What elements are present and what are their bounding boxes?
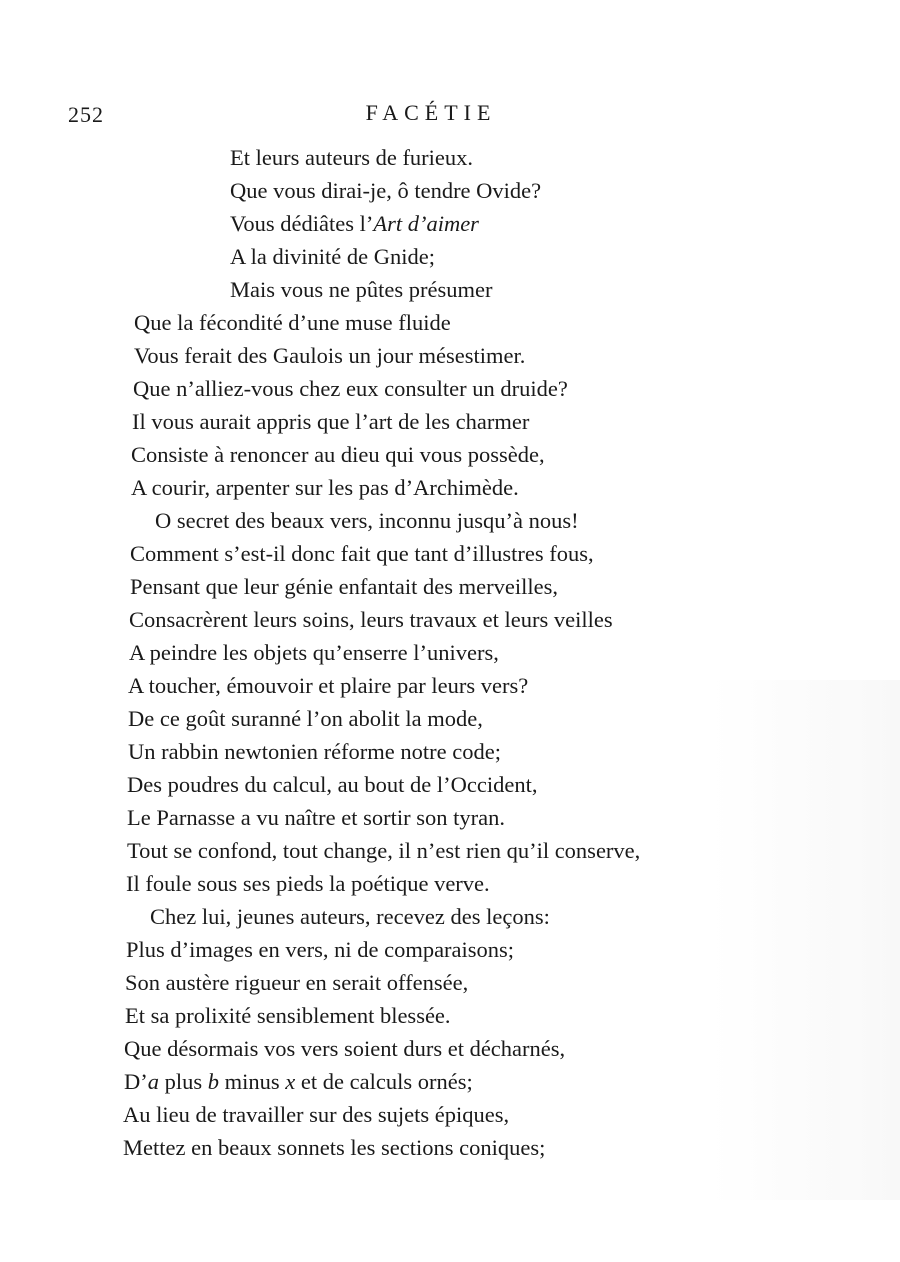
- verse-text: Mais vous ne pûtes présumer: [230, 277, 493, 302]
- verse-text: Que n’alliez-vous chez eux consulter un druide?: [133, 376, 568, 401]
- verse-text: plus: [159, 1069, 208, 1094]
- verse-text: Que la fécondité d’une muse fluide: [134, 310, 451, 335]
- verse-text: Tout se confond, tout change, il n’est rien qu’il conserve,: [127, 838, 641, 863]
- verse-line: [230, 176, 541, 206]
- running-head: FACÉTIE: [365, 100, 497, 125]
- verse-text: Consiste à renoncer au dieu qui vous possède,: [131, 442, 545, 467]
- verse-line: [129, 605, 613, 635]
- italic-text: a: [147, 1069, 159, 1094]
- verse-text: Et leurs auteurs de furieux.: [230, 145, 474, 170]
- verse-text: Consacrèrent leurs soins, leurs travaux et leurs veilles: [129, 607, 613, 632]
- verse-line: [127, 836, 640, 866]
- verse-line: [230, 143, 473, 173]
- verse-line: [127, 803, 505, 833]
- verse-text: Que vous dirai-je, ô tendre Ovide?: [230, 178, 542, 203]
- verse-text: O secret des beaux vers, inconnu jusqu’à nous!: [155, 508, 579, 533]
- verse-line: [133, 374, 568, 404]
- verse-text: Vous dédiâtes l’: [230, 211, 374, 236]
- verse-line: [150, 902, 550, 932]
- verse-line: [155, 506, 579, 536]
- verse-line: [131, 440, 545, 470]
- italic-text: Art d’aimer: [373, 211, 479, 236]
- verse-line: [230, 209, 479, 239]
- verse-line: [128, 737, 501, 767]
- verse-text: et de calculs ornés;: [295, 1069, 473, 1094]
- verse-text: Son austère rigueur en serait offensée,: [125, 970, 469, 995]
- italic-text: b: [207, 1069, 220, 1094]
- show-through-shadow: [710, 680, 900, 1200]
- verse-line: [230, 242, 435, 272]
- verse-text: A toucher, émouvoir et plaire par leurs vers?: [128, 673, 529, 698]
- verse-text: Plus d’images en vers, ni de comparaisons;: [126, 937, 515, 962]
- verse-text: A peindre les objets qu’enserre l’univers,: [129, 640, 499, 665]
- verse-text: minus: [219, 1069, 286, 1094]
- verse-text: Mettez en beaux sonnets les sections coniques;: [123, 1135, 546, 1160]
- verse-line: [123, 1100, 509, 1130]
- verse-line: [126, 935, 514, 965]
- verse-line: [230, 275, 492, 305]
- verse-line: [125, 1001, 451, 1031]
- verse-text: Des poudres du calcul, au bout de l’Occident,: [127, 772, 538, 797]
- verse-text: A la divinité de Gnide;: [230, 244, 435, 269]
- verse-line: [128, 671, 528, 701]
- verse-text: Au lieu de travailler sur des sujets épiques,: [123, 1102, 510, 1127]
- verse-text: Comment s’est-il donc fait que tant d’illustres fous,: [130, 541, 594, 566]
- verse-line: [126, 869, 490, 899]
- italic-text: x: [285, 1069, 296, 1094]
- verse-line: [127, 770, 538, 800]
- verse-line: [129, 638, 499, 668]
- verse-line: [134, 341, 525, 371]
- verse-line: [131, 473, 519, 503]
- verse-line: [128, 704, 483, 734]
- verse-line: [125, 968, 468, 998]
- verse-text: Il vous aurait appris que l’art de les charmer: [132, 409, 530, 434]
- verse-text: A courir, arpenter sur les pas d’Archimède.: [131, 475, 519, 500]
- verse-line: [130, 572, 558, 602]
- verse-line: [124, 1067, 473, 1097]
- verse-text: Il foule sous ses pieds la poétique verve.: [126, 871, 490, 896]
- verse-line: [130, 539, 594, 569]
- verse-text: Pensant que leur génie enfantait des merveilles,: [130, 574, 558, 599]
- verse-text: Chez lui, jeunes auteurs, recevez des leçons:: [150, 904, 550, 929]
- verse-text: Le Parnasse a vu naître et sortir son tyran.: [127, 805, 506, 830]
- verse-text: Un rabbin newtonien réforme notre code;: [128, 739, 501, 764]
- page-number: 252: [68, 102, 104, 127]
- verse-line: [132, 407, 529, 437]
- verse-text: Que désormais vos vers soient durs et décharnés,: [124, 1036, 566, 1061]
- verse-text: D’: [124, 1069, 148, 1094]
- verse-line: [124, 1034, 565, 1064]
- verse-line: [123, 1133, 545, 1163]
- verse-text: Vous ferait des Gaulois un jour mésestimer.: [134, 343, 526, 368]
- verse-line: [134, 308, 451, 338]
- verse-text: De ce goût suranné l’on abolit la mode,: [128, 706, 483, 731]
- verse-text: Et sa prolixité sensiblement blessée.: [125, 1003, 451, 1028]
